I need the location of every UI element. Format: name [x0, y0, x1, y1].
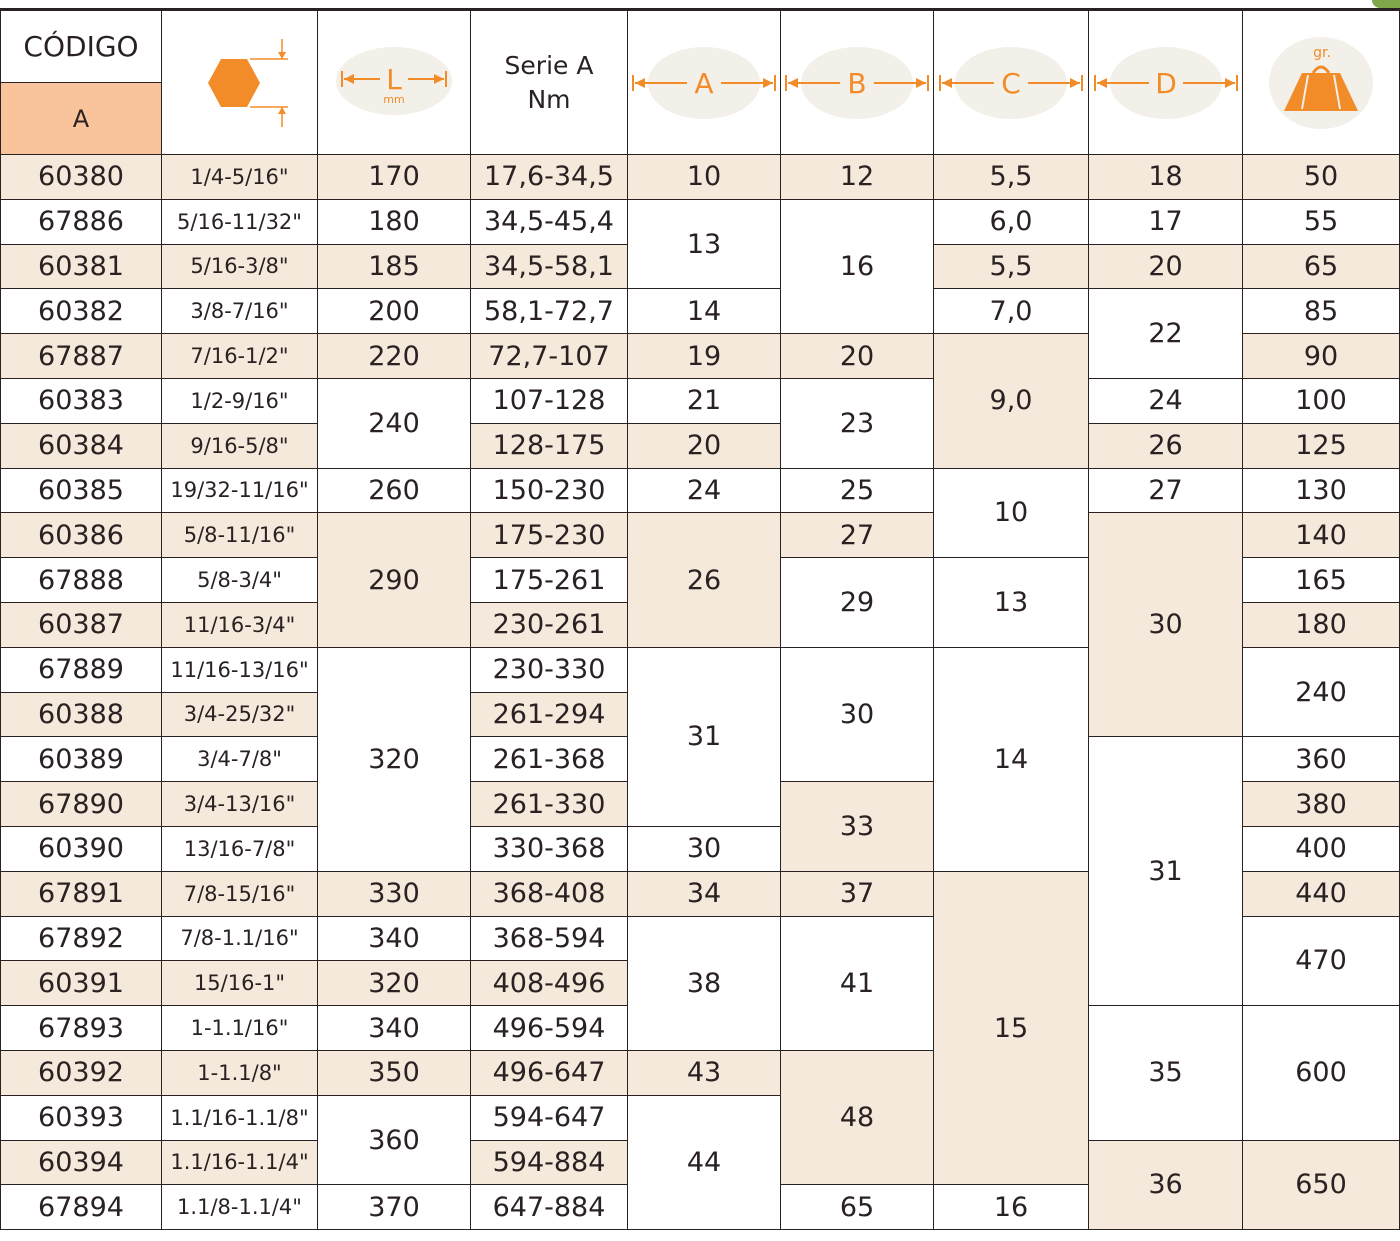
dim-a-cell: 26: [628, 513, 781, 647]
size-cell: 9/16-5/8": [162, 423, 318, 468]
table-row: [1, 423, 1400, 468]
size-cell: 3/4-13/16": [162, 782, 318, 827]
weight-cell: 440: [1243, 871, 1400, 916]
code-cell: 60389: [1, 737, 162, 782]
corner-tab: [1372, 0, 1400, 8]
length-cell: 290: [318, 513, 471, 647]
code-cell: 67886: [1, 199, 162, 244]
length-cell: 170: [318, 155, 471, 200]
torque-cell: 496-647: [471, 1050, 628, 1095]
dim-d-cell: 17: [1089, 199, 1243, 244]
length-arrow-icon: [334, 43, 454, 123]
dim-a-cell: 38: [628, 916, 781, 1050]
weight-cell: 165: [1243, 558, 1400, 603]
length-cell: 320: [318, 961, 471, 1006]
torque-cell: 261-330: [471, 782, 628, 827]
code-cell: 67888: [1, 558, 162, 603]
weight-cell: 90: [1243, 334, 1400, 379]
torque-cell: 330-368: [471, 826, 628, 871]
header-dim-d: [1089, 11, 1243, 155]
code-cell: 60388: [1, 692, 162, 737]
size-cell: 7/8-15/16": [162, 871, 318, 916]
header-dim-a: [628, 11, 781, 155]
torque-cell: 107-128: [471, 378, 628, 423]
length-cell: 340: [318, 1006, 471, 1051]
weight-cell: 400: [1243, 826, 1400, 871]
length-cell: 185: [318, 244, 471, 289]
torque-cell: 594-647: [471, 1095, 628, 1140]
dim-b-cell: 20: [781, 334, 934, 379]
length-letter: L: [386, 62, 402, 96]
dim-b-cell: 37: [781, 871, 934, 916]
torque-cell: 368-594: [471, 916, 628, 961]
torque-cell: 34,5-58,1: [471, 244, 628, 289]
dim-b-cell: 27: [781, 513, 934, 558]
weight-cell: 380: [1243, 782, 1400, 827]
header-dim-b: [781, 11, 934, 155]
header-length: [318, 11, 471, 155]
dim-d-cell: 27: [1089, 468, 1243, 513]
code-cell: 60385: [1, 468, 162, 513]
torque-unit: Nm: [527, 84, 571, 114]
size-cell: 1.1/16-1.1/4": [162, 1140, 318, 1185]
length-unit: mm: [383, 92, 405, 106]
code-cell: 67892: [1, 916, 162, 961]
table-row: [1, 513, 1400, 558]
header-weight: [1243, 11, 1400, 155]
dim-b-cell: 25: [781, 468, 934, 513]
dim-a-letter: A: [694, 66, 714, 100]
size-cell: 3/8-7/16": [162, 289, 318, 334]
length-cell: 200: [318, 289, 471, 334]
weight-cell: 85: [1243, 289, 1400, 334]
length-cell: 350: [318, 1050, 471, 1095]
torque-cell: 594-884: [471, 1140, 628, 1185]
length-cell: 330: [318, 871, 471, 916]
weight-cell: 100: [1243, 378, 1400, 423]
dimension-c-icon: [936, 43, 1086, 123]
code-cell: 60394: [1, 1140, 162, 1185]
code-cell: 60383: [1, 378, 162, 423]
dim-b-letter: B: [847, 66, 867, 100]
dim-c-letter: C: [1001, 66, 1021, 100]
dim-a-cell: 19: [628, 334, 781, 379]
length-cell: 360: [318, 1095, 471, 1185]
dim-b-cell: 33: [781, 782, 934, 872]
weight-cell: 470: [1243, 916, 1400, 1006]
length-cell: 370: [318, 1185, 471, 1230]
size-cell: 1-1.1/16": [162, 1006, 318, 1051]
dim-c-cell: 10: [934, 468, 1089, 558]
dim-b-cell: 23: [781, 378, 934, 468]
hex-nut-icon: [190, 35, 290, 131]
dim-b-cell: 12: [781, 155, 934, 200]
size-cell: 13/16-7/8": [162, 826, 318, 871]
torque-cell: 58,1-72,7: [471, 289, 628, 334]
dim-c-cell: 16: [934, 1185, 1089, 1230]
dim-b-cell: 30: [781, 647, 934, 781]
dim-b-cell: 29: [781, 558, 934, 648]
dim-a-cell: 34: [628, 871, 781, 916]
dim-c-cell: 14: [934, 647, 1089, 871]
dim-d-cell: 24: [1089, 378, 1243, 423]
dim-d-cell: 36: [1089, 1140, 1243, 1230]
size-cell: 1.1/16-1.1/8": [162, 1095, 318, 1140]
size-cell: 1/2-9/16": [162, 378, 318, 423]
table-row: [1, 199, 1400, 244]
code-cell: 60380: [1, 155, 162, 200]
code-cell: 60393: [1, 1095, 162, 1140]
torque-cell: 175-230: [471, 513, 628, 558]
table-row: [1, 155, 1400, 200]
torque-cell: 34,5-45,4: [471, 199, 628, 244]
size-cell: 3/4-7/8": [162, 737, 318, 782]
header-hex-size: [162, 11, 318, 155]
code-cell: 67890: [1, 782, 162, 827]
size-cell: 3/4-25/32": [162, 692, 318, 737]
table-row: [1, 378, 1400, 423]
spec-table: [0, 10, 1400, 1230]
code-cell: 67887: [1, 334, 162, 379]
table-row: [1, 289, 1400, 334]
code-cell: 60384: [1, 423, 162, 468]
length-cell: 220: [318, 334, 471, 379]
code-cell: 67889: [1, 647, 162, 692]
header-dim-c: [934, 11, 1089, 155]
code-cell: 67891: [1, 871, 162, 916]
dim-a-cell: 14: [628, 289, 781, 334]
dim-d-cell: 22: [1089, 289, 1243, 379]
size-cell: 7/8-1.1/16": [162, 916, 318, 961]
code-cell: 60381: [1, 244, 162, 289]
dim-c-cell: 5,5: [934, 244, 1089, 289]
table-row: [1, 468, 1400, 513]
size-cell: 5/16-11/32": [162, 199, 318, 244]
size-cell: 5/8-3/4": [162, 558, 318, 603]
dim-a-cell: 21: [628, 378, 781, 423]
code-cell: 60382: [1, 289, 162, 334]
header-code: CÓDIGO: [1, 11, 162, 83]
dim-a-cell: 43: [628, 1050, 781, 1095]
dim-c-cell: 13: [934, 558, 1089, 648]
weight-cell: 600: [1243, 1006, 1400, 1140]
dim-b-cell: 16: [781, 199, 934, 333]
dim-a-cell: 24: [628, 468, 781, 513]
dim-a-cell: 20: [628, 423, 781, 468]
length-cell: 180: [318, 199, 471, 244]
weight-cell: 360: [1243, 737, 1400, 782]
weight-cell: 125: [1243, 423, 1400, 468]
torque-cell: 17,6-34,5: [471, 155, 628, 200]
code-cell: 60390: [1, 826, 162, 871]
dim-c-cell: 7,0: [934, 289, 1089, 334]
dimension-b-icon: [782, 43, 932, 123]
code-cell: 67893: [1, 1006, 162, 1051]
weight-cell: 50: [1243, 155, 1400, 200]
weight-cell: 180: [1243, 602, 1400, 647]
dim-c-cell: 6,0: [934, 199, 1089, 244]
dim-d-cell: 35: [1089, 1006, 1243, 1140]
code-cell: 60386: [1, 513, 162, 558]
torque-cell: 72,7-107: [471, 334, 628, 379]
dim-c-cell: 5,5: [934, 155, 1089, 200]
weight-unit: gr.: [1313, 44, 1331, 61]
dim-b-cell: 48: [781, 1050, 934, 1184]
code-cell: 60387: [1, 602, 162, 647]
dim-b-cell: 65: [781, 1185, 934, 1230]
code-cell: 60392: [1, 1050, 162, 1095]
length-cell: 320: [318, 647, 471, 871]
dim-a-cell: 44: [628, 1095, 781, 1229]
torque-cell: 175-261: [471, 558, 628, 603]
torque-cell: 230-261: [471, 602, 628, 647]
weight-cell: 65: [1243, 244, 1400, 289]
weight-cell: 650: [1243, 1140, 1400, 1230]
size-cell: 1/4-5/16": [162, 155, 318, 200]
torque-cell: 647-884: [471, 1185, 628, 1230]
size-cell: 15/16-1": [162, 961, 318, 1006]
torque-cell: 368-408: [471, 871, 628, 916]
size-cell: 1-1.1/8": [162, 1050, 318, 1095]
weight-cell: 55: [1243, 199, 1400, 244]
torque-title: Serie A: [504, 50, 594, 80]
size-cell: 11/16-13/16": [162, 647, 318, 692]
torque-cell: 408-496: [471, 961, 628, 1006]
size-cell: 7/16-1/2": [162, 334, 318, 379]
dim-c-cell: 9,0: [934, 334, 1089, 468]
weight-cell: 240: [1243, 647, 1400, 737]
header-code-sub: A: [1, 83, 162, 155]
size-cell: 19/32-11/16": [162, 468, 318, 513]
size-cell: 1.1/8-1.1/4": [162, 1185, 318, 1230]
dimension-a-icon: [629, 43, 779, 123]
dim-d-cell: 26: [1089, 423, 1243, 468]
dim-d-cell: 30: [1089, 513, 1243, 737]
size-cell: 5/8-11/16": [162, 513, 318, 558]
dim-a-cell: 30: [628, 826, 781, 871]
dim-d-cell: 18: [1089, 155, 1243, 200]
dim-a-cell: 13: [628, 199, 781, 289]
dim-a-cell: 31: [628, 647, 781, 826]
dim-d-cell: 31: [1089, 737, 1243, 1006]
dimension-d-icon: [1091, 43, 1241, 123]
weight-cell: 140: [1243, 513, 1400, 558]
length-cell: 240: [318, 378, 471, 468]
dim-d-letter: D: [1154, 66, 1177, 100]
torque-cell: 230-330: [471, 647, 628, 692]
dim-c-cell: 15: [934, 871, 1089, 1185]
header-torque: [471, 11, 628, 155]
length-cell: 340: [318, 916, 471, 961]
dim-d-cell: 20: [1089, 244, 1243, 289]
length-cell: 260: [318, 468, 471, 513]
dim-a-cell: 10: [628, 155, 781, 200]
torque-cell: 150-230: [471, 468, 628, 513]
torque-cell: 261-294: [471, 692, 628, 737]
torque-cell: 128-175: [471, 423, 628, 468]
weight-icon: [1266, 33, 1376, 133]
dim-b-cell: 41: [781, 916, 934, 1050]
torque-cell: 261-368: [471, 737, 628, 782]
code-cell: 67894: [1, 1185, 162, 1230]
size-cell: 11/16-3/4": [162, 602, 318, 647]
code-cell: 60391: [1, 961, 162, 1006]
torque-cell: 496-594: [471, 1006, 628, 1051]
weight-cell: 130: [1243, 468, 1400, 513]
size-cell: 5/16-3/8": [162, 244, 318, 289]
